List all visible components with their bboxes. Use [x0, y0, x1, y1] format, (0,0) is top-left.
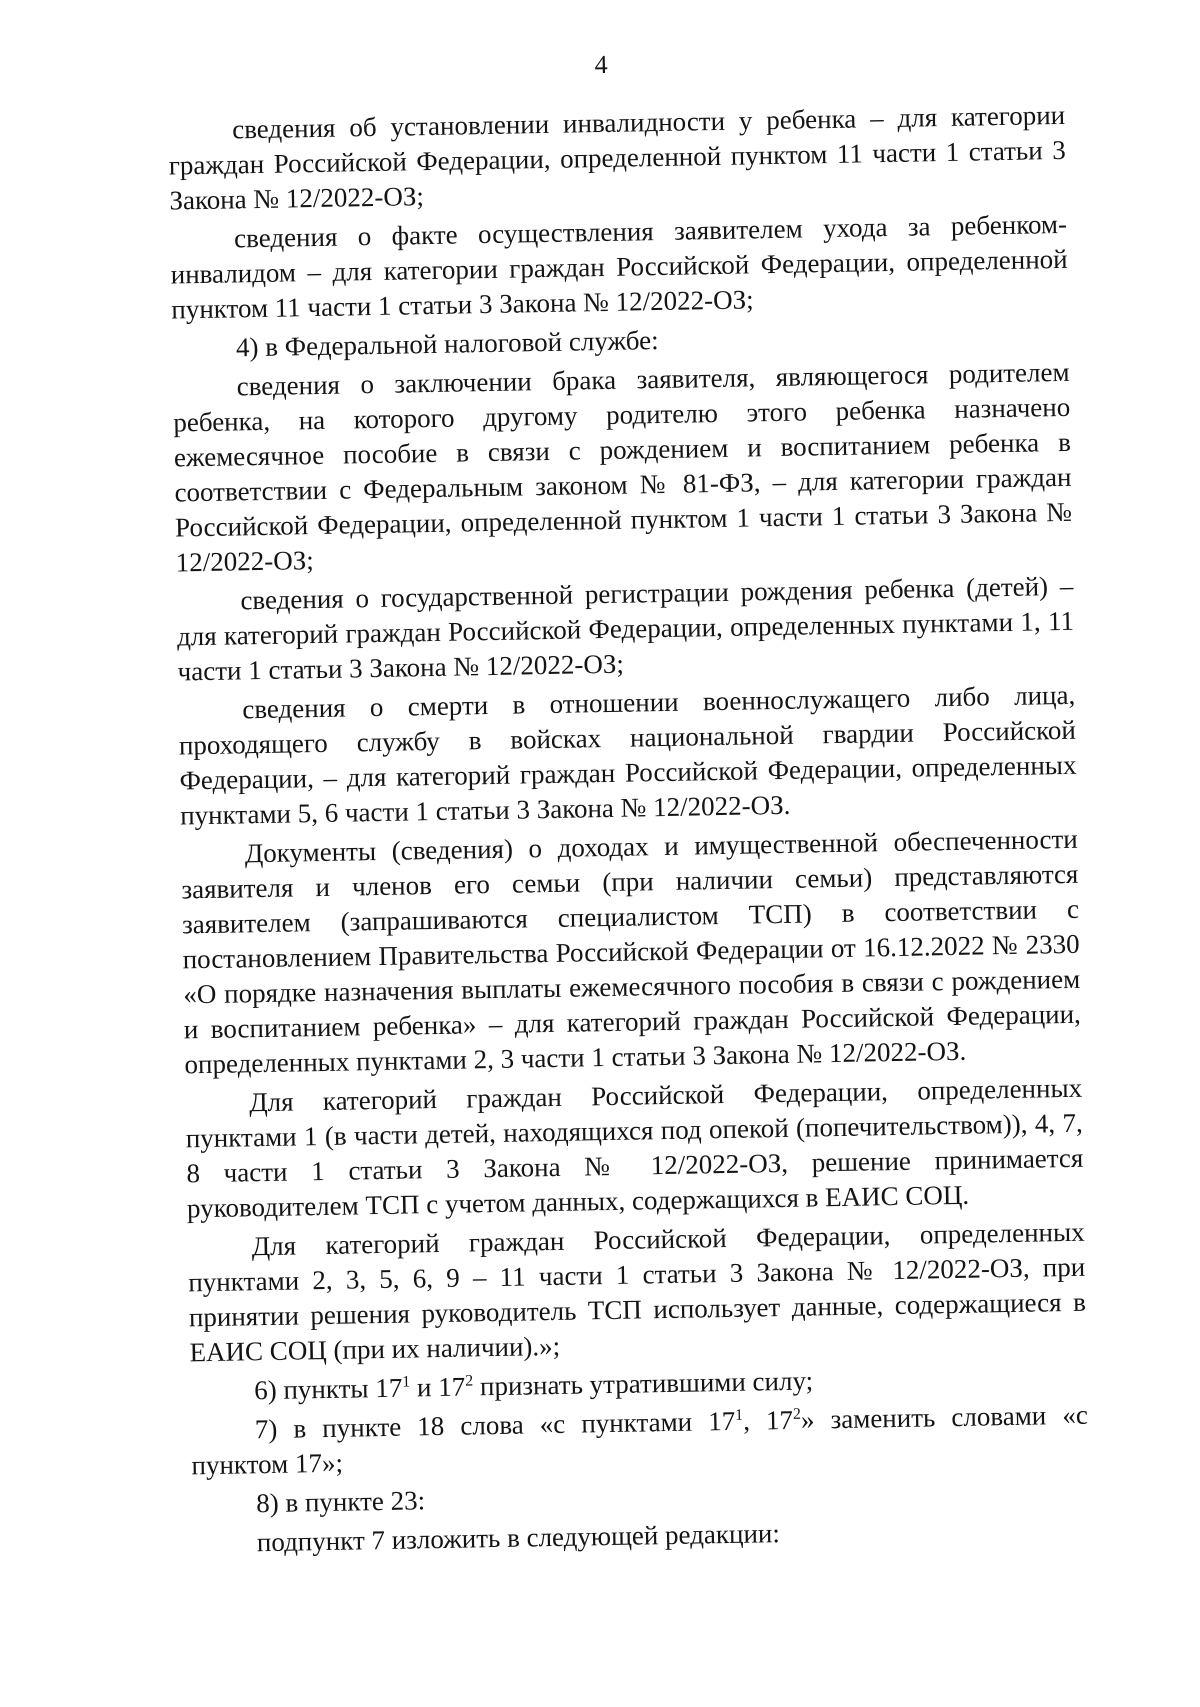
item-6-text-c: признать утратившими силу; [472, 1365, 814, 1402]
paragraph-tax-service: 4) в Федеральной налоговой службе: [235, 325, 659, 363]
paragraph-disability-info: сведения об установлении инвалидности у ребенка – для категории граждан Российской Федерации, определенной пунктом 11 части 1 статьи 3 Закона № 12/2022-ОЗ; [168, 99, 1066, 216]
item-6-text-b: и 17 [410, 1371, 466, 1403]
paragraph-care-info: сведения о факте осуществления заявителем ухода за ребенком-инвалидом – для категории граждан Российской Федерации, определенной пунктом 11 части 1 статьи 3 Закона № 12/2022-ОЗ; [170, 208, 1068, 325]
paragraph-item-8: 8) в пункте 23: [255, 1485, 426, 1519]
item-7-text-a: 7) в пункте 18 слова «с пунктами 17 [254, 1405, 736, 1445]
paragraph-decision-eais: Для категорий граждан Российской Федерации, определенных пунктами 1 (в части детей, находящихся под опекой (попечительством)), 4, 7, 8 части 1 статьи 3 Закона № 12/2022-ОЗ, решение принимается руководителем ТСП с учетом данных, содержащихся в ЕАИС СОЦ. [185, 1072, 1084, 1224]
item-7-text-b: , 17 [742, 1404, 794, 1436]
item-7-sup-2: 2 [792, 1405, 802, 1423]
paragraph-death-info: сведения о смерти в отношении военнослужащего либо лица, проходящего службу в войсках национальной гвардии Российской Федерации, – для категорий граждан Российской Федерации, определенных пунктами 5, 6 части 1 статьи 3 Закона № 12/2022-ОЗ. [178, 679, 1077, 831]
item-6-text-a: 6) пункты 17 [253, 1372, 403, 1406]
item-7-text-c: » заменить словами «с пунктом 17»; [191, 1399, 1089, 1481]
paragraph-marriage-info: сведения о заключении брака заявителя, являющегося родителем ребенка, на которого другому родителю этого ребенка назначено ежемесячное пособие в связи с рождением и воспитанием ребенка в соответствии с Федеральным законом № 81-ФЗ, – для категории граждан Российской Федерации, определенной пунктом 1 части 1 статьи 3 Закона № 12/2022-ОЗ; [173, 356, 1073, 578]
paragraph-item-7 [191, 1398, 1089, 1484]
page-number: 4 [594, 49, 608, 80]
item-7-sup-1: 1 [734, 1406, 744, 1424]
document-body [168, 98, 1090, 1565]
paragraph-decision-data: Для категорий граждан Российской Федерации, определенных пунктами 2, 3, 5, 6, 9 – 11 части 1 статьи 3 Закона № 12/2022-ОЗ, при принятии решения руководитель ТСП использует данные, содержащиеся в ЕАИС СОЦ (при их наличии).»; [188, 1216, 1087, 1368]
paragraph-income-documents: Документы (сведения) о доходах и имущественной обеспеченности заявителя и членов его семьи (при наличии семьи) представляются заявителем (запрашиваются специалистом ТСП) в соответствии с постановлением Правительства Российской Федерации от 16.12.2022 № 2330 «О порядке назначения выплаты ежемесячного пособия в связи с рождением и воспитанием ребенка» – для категорий граждан Российской Федерации, определенных пунктами 2, 3 части 1 статьи 3 Закона № 12/2022-ОЗ. [181, 823, 1082, 1080]
item-6-sup-2: 2 [464, 1372, 474, 1390]
paragraph-birth-registration: сведения о государственной регистрации рождения ребенка (детей) – для категорий граждан Российской Федерации, определенных пунктами 1, 11 части 1 статьи 3 Закона № 12/2022-ОЗ; [176, 570, 1075, 687]
paragraph-subitem-7: подпункт 7 изложить в следующей редакции: [256, 1518, 781, 1558]
item-6-sup-1: 1 [402, 1373, 411, 1391]
